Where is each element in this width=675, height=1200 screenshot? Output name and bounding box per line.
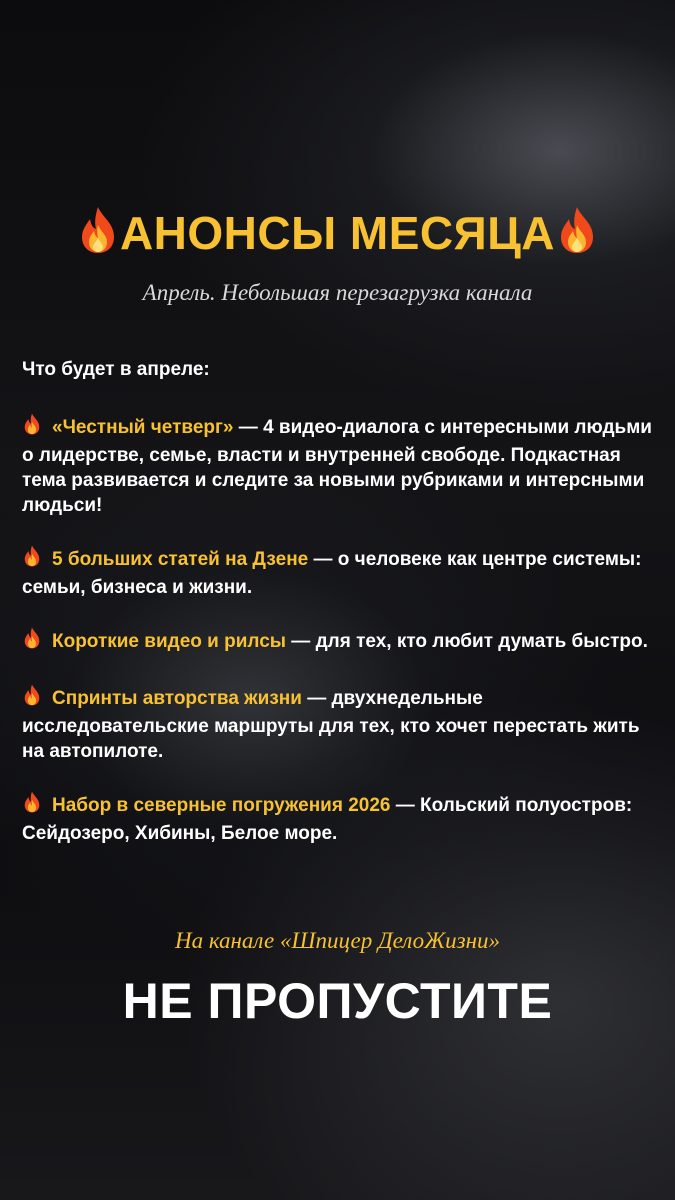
item-text: — двухнедельные исследовательские маршруты для тех, кто хочет перестать жить на автопилоте. [22,688,640,762]
item-highlight: 5 больших статей на Дзене [52,549,309,570]
list-item [22,626,662,657]
item-highlight: Спринты авторства жизни [52,688,302,709]
list-item [22,544,662,600]
list-item [22,412,662,518]
item-text: — Кольский полуостров: Сейдозеро, Хибины, Белое море. [22,795,633,844]
list-item [22,683,662,764]
fire-icon [22,544,42,575]
fire-icon [22,790,42,821]
item-text: — для тех, кто любит думать быстро. [286,631,648,652]
item-highlight: Короткие видео и рилсы [52,631,287,652]
fire-icon [22,626,42,657]
list-item [22,790,662,846]
item-highlight: «Честный четверг» [52,417,234,438]
fire-icon [76,205,120,266]
title-text: АНОНСЫ МЕСЯЦА [119,207,556,259]
page-subtitle: Апрель. Небольшая перезагрузка канала [142,280,533,305]
page-title [0,205,675,266]
fire-icon [22,412,42,443]
item-text: — 4 видео-диалога с интересными людьми о лидерстве, семье, власти и внутренней свободе. Подкастная тема развивается и следите за новыми рубриками и интерсными людьси! [22,417,652,516]
intro-text: Что будет в апреле: [22,359,210,380]
channel-note: На канале «Шпицер ДелоЖизни» [174,928,501,953]
call-to-action: НЕ ПРОПУСТИТЕ [122,973,553,1029]
item-text: — о человеке как центре системы: семьи, бизнеса и жизни. [22,549,642,598]
announcement-list [22,357,662,872]
fire-icon [22,683,42,714]
item-highlight: Набор в северные погружения 2026 [52,795,391,816]
fire-icon [555,205,599,266]
